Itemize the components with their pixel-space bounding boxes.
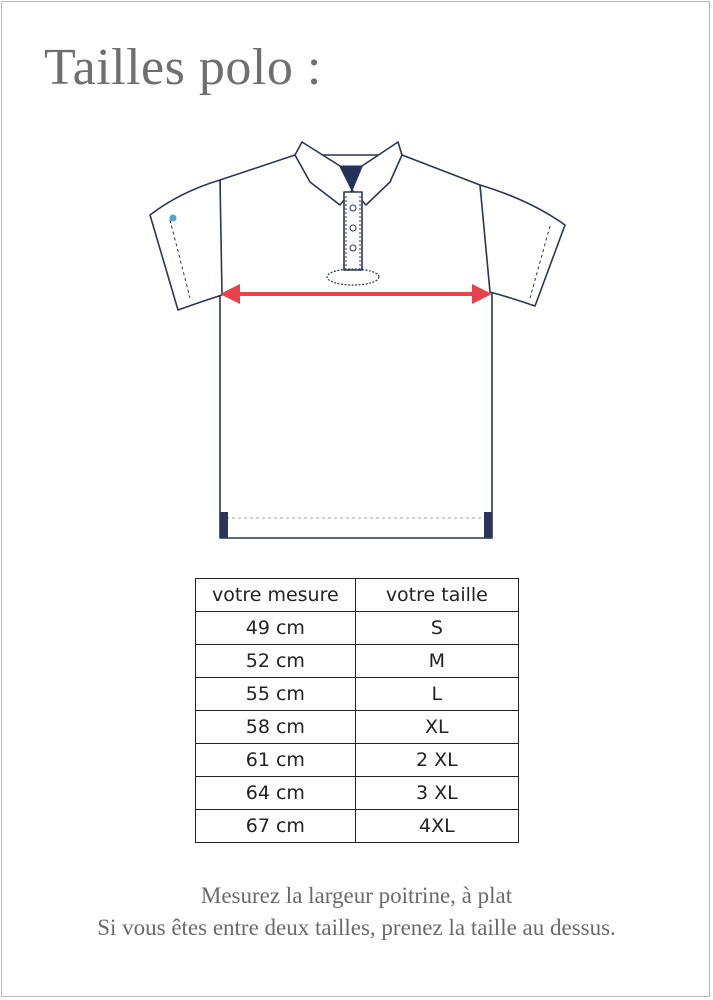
size-cell: 3 XL (355, 777, 518, 810)
page-title: Tailles polo : (44, 39, 322, 96)
measure-cell: 67 cm (196, 810, 356, 843)
size-cell: 2 XL (355, 744, 518, 777)
size-cell: 4XL (355, 810, 518, 843)
measurement-notes (0, 880, 713, 944)
size-table (195, 578, 519, 843)
size-cell: L (355, 678, 518, 711)
table-row (196, 612, 519, 645)
size-cell: XL (355, 711, 518, 744)
polo-shirt-icon (140, 130, 580, 550)
size-cell: S (355, 612, 518, 645)
table-row (196, 777, 519, 810)
table-row (196, 744, 519, 777)
measure-cell: 49 cm (196, 612, 356, 645)
header-size: votre taille (355, 579, 518, 612)
measure-cell: 52 cm (196, 645, 356, 678)
size-cell: M (355, 645, 518, 678)
table-row (196, 810, 519, 843)
measure-cell: 55 cm (196, 678, 356, 711)
header-measure: votre mesure (196, 579, 356, 612)
table-row (196, 678, 519, 711)
measure-cell: 58 cm (196, 711, 356, 744)
note-line-1: Mesurez la largeur poitrine, à plat (200, 883, 513, 908)
table-row (196, 711, 519, 744)
note-line-2: Si vous êtes entre deux tailles, prenez la taille au dessus. (97, 915, 616, 940)
measure-cell: 64 cm (196, 777, 356, 810)
table-header-row (196, 579, 519, 612)
measure-cell: 61 cm (196, 744, 356, 777)
table-row (196, 645, 519, 678)
